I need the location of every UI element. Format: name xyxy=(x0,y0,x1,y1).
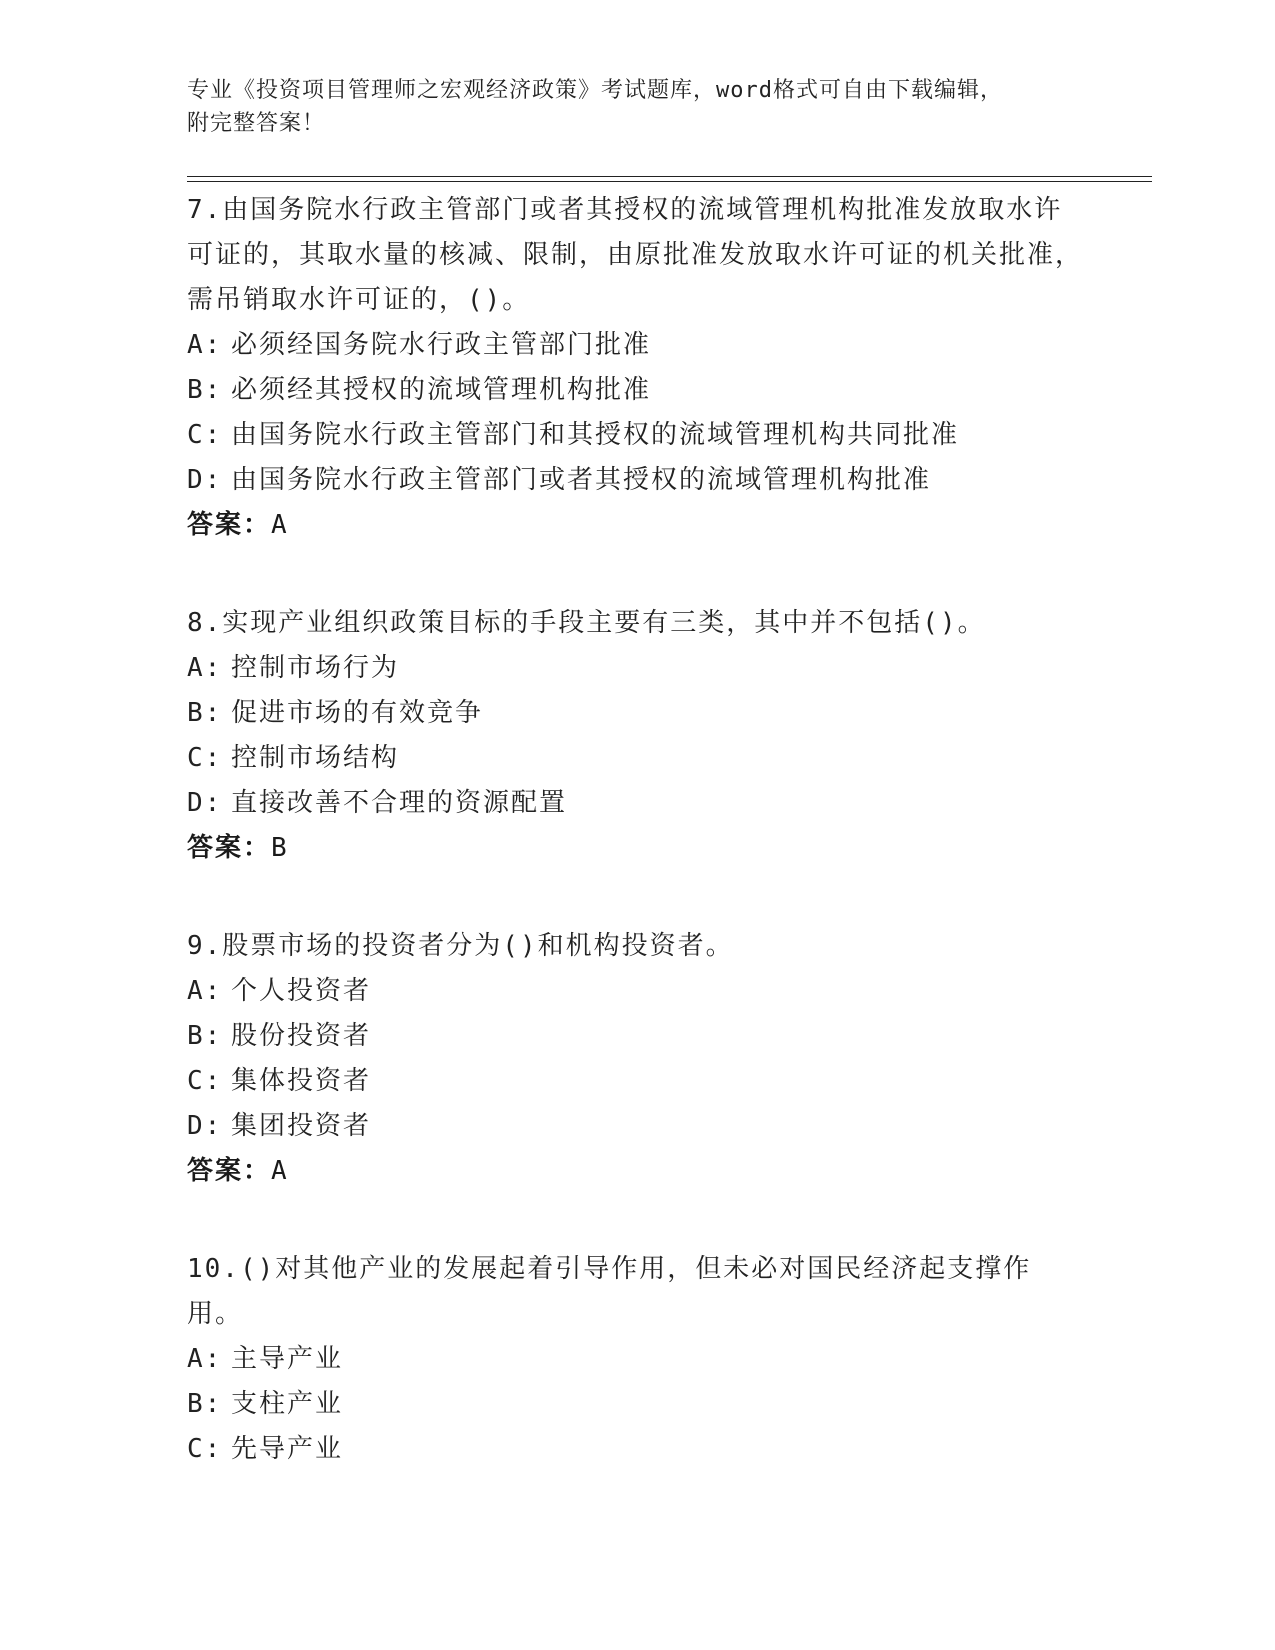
option-letter: D: xyxy=(187,788,223,818)
answer-label: 答案： xyxy=(187,833,272,863)
option-c xyxy=(187,736,1087,781)
option-letter: A: xyxy=(187,1344,223,1374)
answer-value: A xyxy=(271,1156,289,1186)
option-text: 直接改善不合理的资源配置 xyxy=(231,788,568,818)
document-header xyxy=(187,74,1067,140)
question-stem: 8.实现产业组织政策目标的手段主要有三类，其中并不包括()。 xyxy=(187,608,986,638)
answer-line xyxy=(187,1149,1087,1194)
option-a xyxy=(187,1337,1087,1382)
header-line-2: 附完整答案！ xyxy=(187,111,326,136)
option-letter: B: xyxy=(187,698,223,728)
option-letter: C: xyxy=(187,1066,223,1096)
answer-line xyxy=(187,503,1087,548)
option-b xyxy=(187,368,1087,413)
option-text: 促进市场的有效竞争 xyxy=(231,698,484,728)
option-text: 个人投资者 xyxy=(231,976,372,1006)
option-letter: C: xyxy=(187,1434,223,1464)
answer-value: B xyxy=(271,833,289,863)
question-stem: 9.股票市场的投资者分为()和机构投资者。 xyxy=(187,931,734,961)
option-text: 由国务院水行政主管部门或者其授权的流域管理机构批准 xyxy=(231,465,932,495)
option-text: 先导产业 xyxy=(231,1434,344,1464)
option-c xyxy=(187,1427,1087,1472)
option-c xyxy=(187,413,1087,458)
option-text: 必须经其授权的流域管理机构批准 xyxy=(231,375,652,405)
option-b xyxy=(187,1382,1087,1427)
option-letter: A: xyxy=(187,976,223,1006)
answer-line xyxy=(187,826,1087,871)
header-divider-bottom xyxy=(187,181,1152,182)
option-c xyxy=(187,1059,1087,1104)
option-letter: A: xyxy=(187,330,223,360)
option-a xyxy=(187,969,1087,1014)
option-letter: B: xyxy=(187,1021,223,1051)
option-b xyxy=(187,691,1087,736)
option-a xyxy=(187,646,1087,691)
answer-label: 答案： xyxy=(187,1156,272,1186)
answer-value: A xyxy=(271,510,289,540)
answer-label: 答案： xyxy=(187,510,272,540)
question-block xyxy=(187,1247,1087,1472)
option-text: 控制市场结构 xyxy=(231,743,400,773)
option-letter: B: xyxy=(187,375,223,405)
option-letter: C: xyxy=(187,743,223,773)
option-text: 股份投资者 xyxy=(231,1021,372,1051)
option-text: 由国务院水行政主管部门和其授权的流域管理机构共同批准 xyxy=(231,420,960,450)
option-letter: A: xyxy=(187,653,223,683)
header-divider-top xyxy=(187,176,1152,177)
option-text: 主导产业 xyxy=(231,1344,344,1374)
option-d xyxy=(187,781,1087,826)
question-list xyxy=(187,188,1087,1472)
option-text: 控制市场行为 xyxy=(231,653,400,683)
option-a xyxy=(187,323,1087,368)
option-letter: C: xyxy=(187,420,223,450)
option-letter: B: xyxy=(187,1389,223,1419)
option-text: 集体投资者 xyxy=(231,1066,372,1096)
option-d xyxy=(187,458,1087,503)
question-stem: 10.()对其他产业的发展起着引导作用，但未必对国民经济起支撑作用。 xyxy=(187,1254,1032,1329)
question-stem: 7.由国务院水行政主管部门或者其授权的流域管理机构批准发放取水许可证的，其取水量的核减、限制，由原批准发放取水许可证的机关批准，需吊销取水许可证的，()。 xyxy=(187,195,1084,315)
option-text: 支柱产业 xyxy=(231,1389,344,1419)
option-b xyxy=(187,1014,1087,1059)
question-block xyxy=(187,924,1087,1194)
option-d xyxy=(187,1104,1087,1149)
option-letter: D: xyxy=(187,1111,223,1141)
header-line-1: 专业《投资项目管理师之宏观经济政策》考试题库，word格式可自由下载编辑， xyxy=(187,78,1003,103)
option-letter: D: xyxy=(187,465,223,495)
question-block xyxy=(187,601,1087,871)
question-block xyxy=(187,188,1087,548)
option-text: 必须经国务院水行政主管部门批准 xyxy=(231,330,652,360)
option-text: 集团投资者 xyxy=(231,1111,372,1141)
